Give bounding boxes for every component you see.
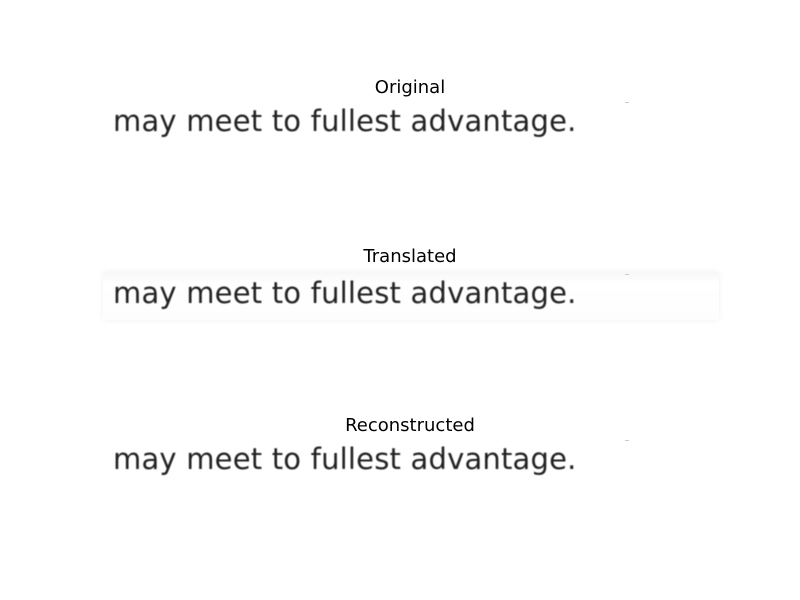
text-image-translated: [103, 272, 719, 320]
image-artifact: [625, 274, 629, 275]
text-image-original: [103, 100, 719, 148]
text-image-reconstructed: [103, 438, 719, 486]
panel-title-original: Original: [374, 77, 446, 98]
image-artifact: [625, 102, 629, 103]
image-text-translated: may meet to fullest advantage.: [113, 276, 577, 310]
image-text-reconstructed: may meet to fullest advantage.: [113, 442, 577, 476]
image-artifact: [625, 440, 629, 441]
panel-title-translated: Translated: [363, 246, 457, 267]
image-text-original: may meet to fullest advantage.: [113, 104, 577, 138]
panel-title-reconstructed: Reconstructed: [345, 415, 475, 436]
